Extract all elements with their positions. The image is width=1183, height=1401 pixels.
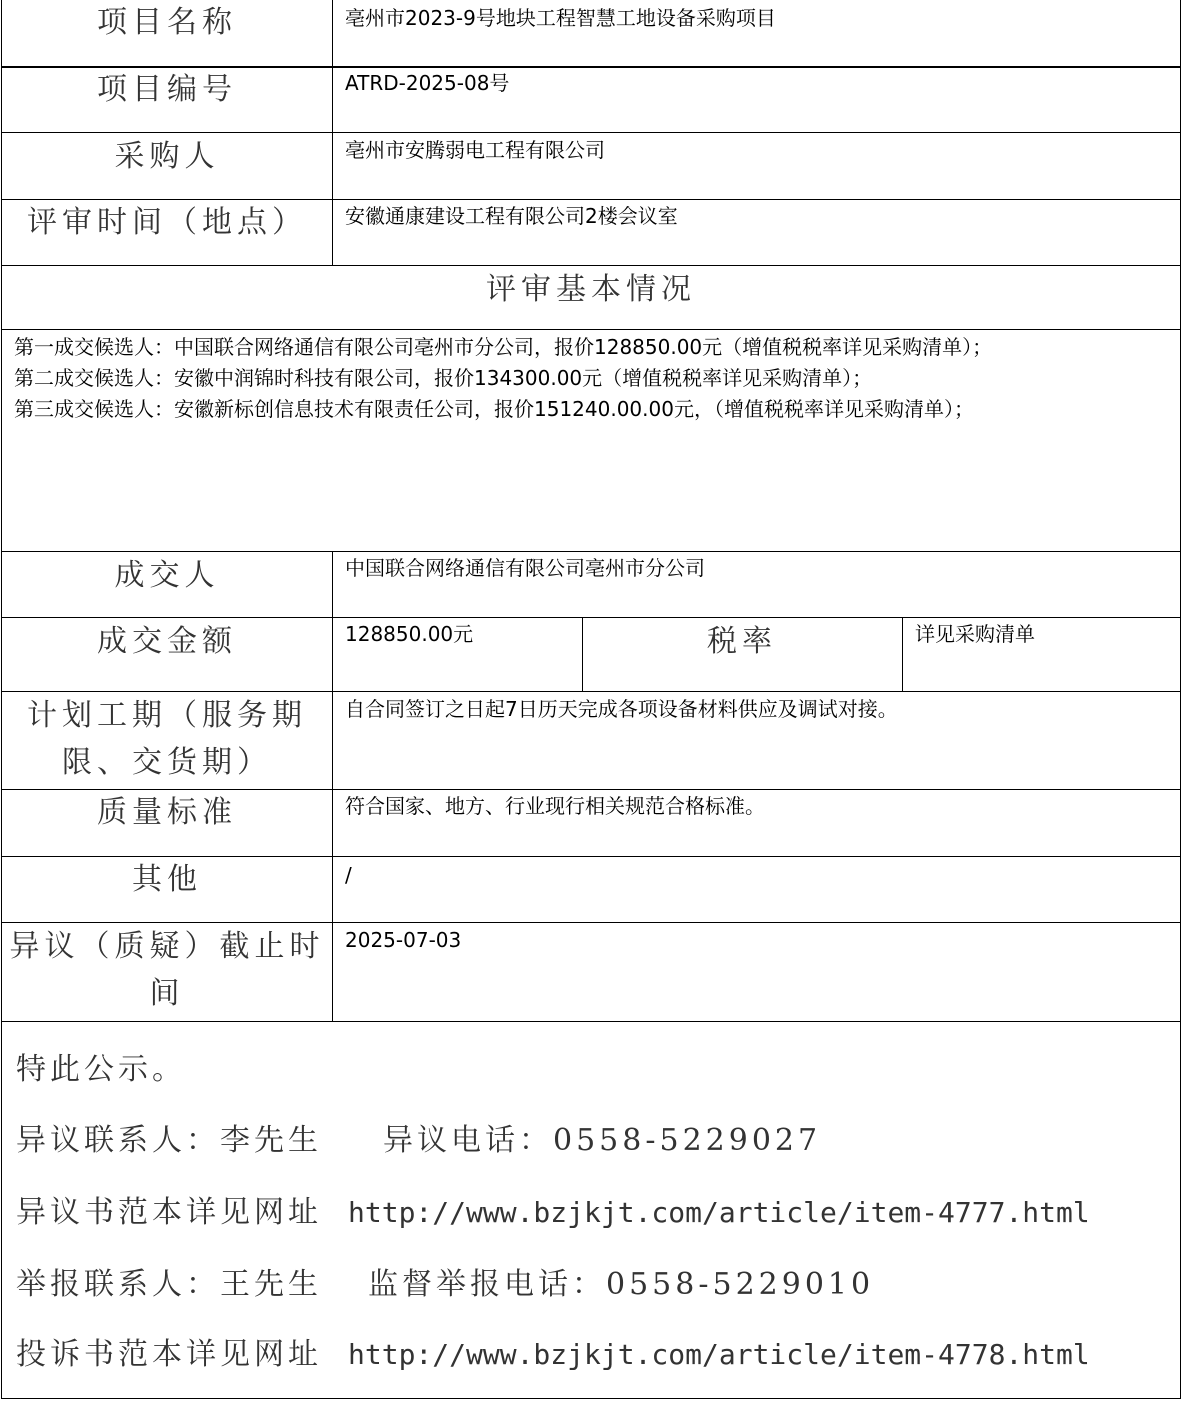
report-phone: 监督举报电话：0558-5229010 — [368, 1267, 875, 1302]
objection-template-link[interactable]: http://www.bzjkjt.com/article/item-4777.html — [348, 1196, 1090, 1229]
tax-label: 税率 — [707, 624, 777, 659]
schedule-label-line1: 计划工期（服务期 — [27, 698, 307, 733]
tax-value: 详见采购清单 — [915, 622, 1035, 646]
schedule-value: 自合同签订之日起7日历天完成各项设备材料供应及调试对接。 — [345, 697, 898, 721]
project-number-value: ATRD-2025-08号 — [345, 71, 510, 95]
complaint-template-link[interactable]: http://www.bzjkjt.com/article/item-4778.html — [348, 1338, 1090, 1371]
candidate-1: 第一成交候选人：中国联合网络通信有限公司亳州市分公司，报价128850.00元（增值税税率详见采购清单）； — [14, 335, 993, 359]
objection-contact: 异议联系人：李先生 — [16, 1123, 322, 1158]
review-section-heading: 评审基本情况 — [486, 272, 696, 307]
candidate-2: 第二成交候选人：安徽中润锦时科技有限公司，报价134300.00元（增值税税率详见采购清单）； — [14, 366, 873, 390]
deadline-value: 2025-07-03 — [345, 928, 462, 952]
report-contact: 举报联系人：王先生 — [16, 1267, 322, 1302]
purchaser-label: 采购人 — [114, 139, 220, 174]
deadline-label-line1: 异议（质疑）截止时 — [9, 929, 325, 964]
project-number-label: 项目编号 — [97, 72, 237, 107]
objection-template-label: 异议书范本详见网址 — [16, 1195, 322, 1230]
amount-value: 128850.00元 — [345, 622, 474, 646]
other-value: / — [345, 863, 352, 887]
schedule-label-line2: 限、交货期） — [62, 745, 272, 780]
row-amount-divider-3 — [902, 617, 903, 692]
objection-phone: 异议电话：0558-5229027 — [383, 1123, 822, 1158]
winner-value: 中国联合网络通信有限公司亳州市分公司 — [345, 556, 705, 580]
footer-notice: 特此公示。 — [16, 1052, 186, 1087]
purchaser-value: 亳州市安腾弱电工程有限公司 — [345, 138, 605, 162]
candidate-3: 第三成交候选人：安徽新标创信息技术有限责任公司，报价151240.00.00元，（增值税税率详见采购清单）； — [14, 397, 974, 421]
deadline-label-line2: 间 — [149, 976, 185, 1011]
quality-label: 质量标准 — [97, 795, 237, 830]
quality-value: 符合国家、地方、行业现行相关规范合格标准。 — [345, 794, 765, 818]
project-name-value: 亳州市2023-9号地块工程智慧工地设备采购项目 — [345, 6, 776, 30]
complaint-template-label: 投诉书范本详见网址 — [16, 1337, 322, 1372]
winner-label: 成交人 — [114, 558, 220, 593]
project-name-label: 项目名称 — [97, 5, 237, 40]
review-time-label: 评审时间（地点） — [27, 205, 307, 240]
other-label: 其他 — [132, 862, 202, 897]
amount-label: 成交金额 — [97, 624, 237, 659]
review-time-value: 安徽通康建设工程有限公司2楼会议室 — [345, 204, 678, 228]
